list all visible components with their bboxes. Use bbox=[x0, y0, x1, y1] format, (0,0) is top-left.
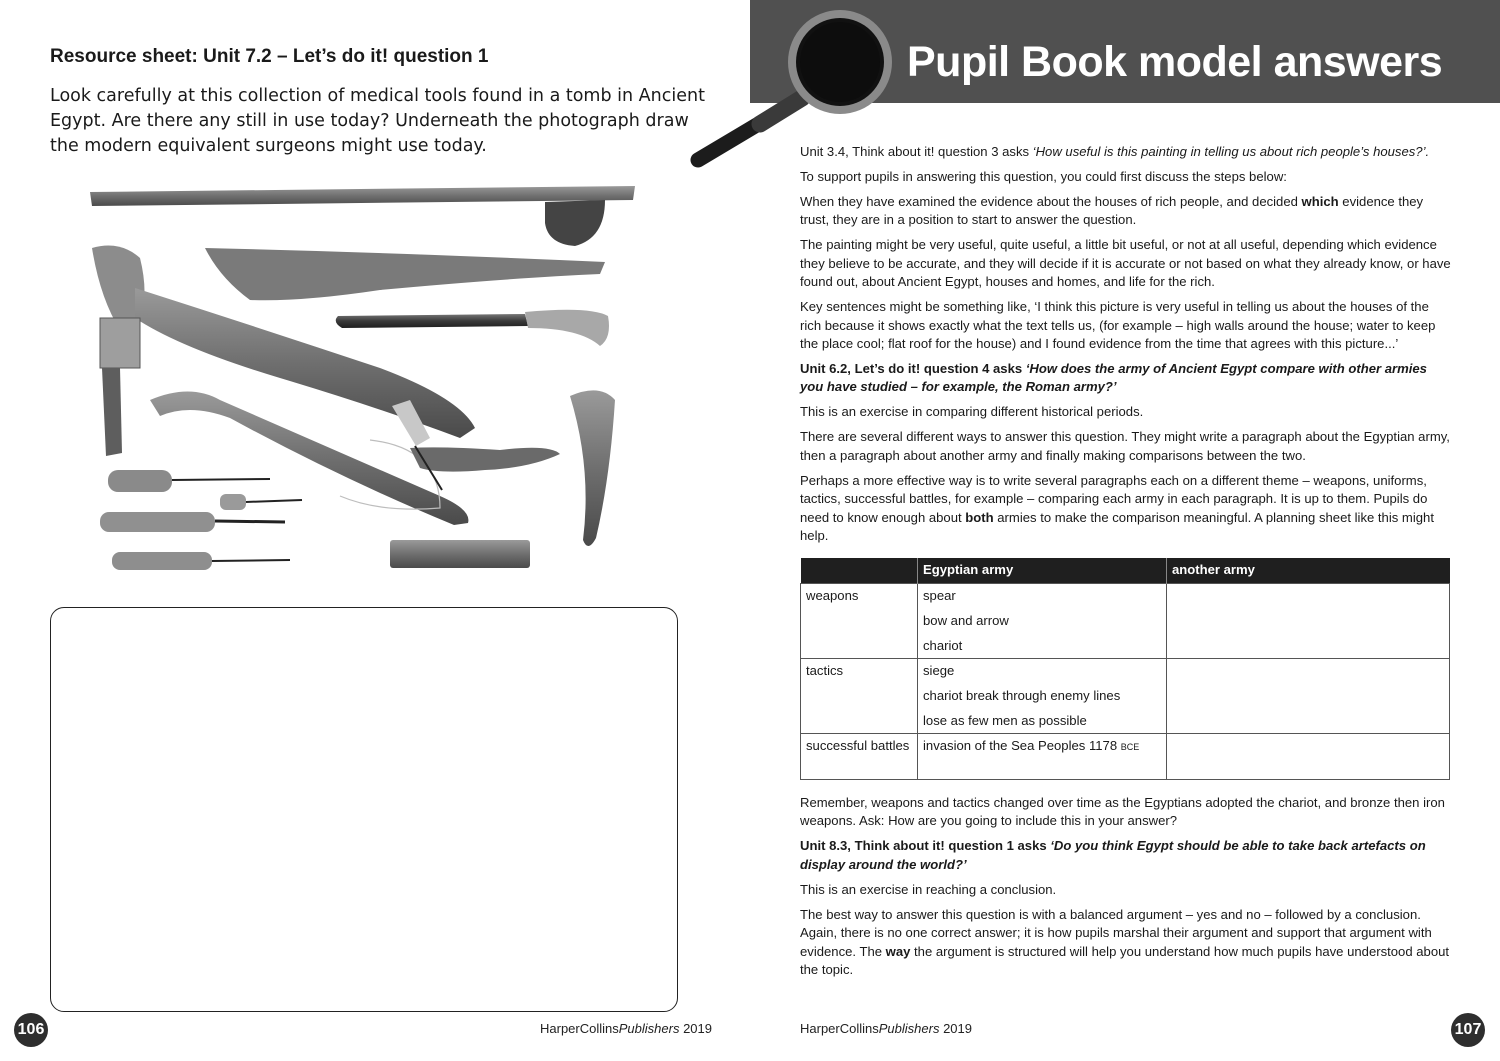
row-item: spear bbox=[923, 587, 956, 603]
paragraph-best-way bbox=[800, 906, 1452, 980]
p1-text: Unit 3.4, Think about it! question 3 asks bbox=[800, 144, 1033, 159]
row-another-army-cell[interactable] bbox=[1167, 583, 1450, 658]
paragraph-support: To support pupils in answering this question, you could first discuss the steps below: bbox=[800, 169, 1287, 184]
tool-awl-2-point bbox=[246, 500, 302, 502]
paragraph-examined bbox=[800, 193, 1452, 230]
table-header-egyptian-army: Egyptian army bbox=[918, 558, 1167, 583]
paragraph-exercise-comparing: This is an exercise in comparing different historical periods. bbox=[800, 404, 1144, 420]
resource-sheet-instructions: Look carefully at this collection of medical tools found in a tomb in Ancient Egypt. Are there any still in use today? Underneath the photograph draw the modern equivalent surgeons might use today. bbox=[50, 86, 705, 156]
p3-a: When they have examined the evidence about the houses of rich people, and decided bbox=[800, 194, 1302, 209]
row-item: siege bbox=[923, 662, 955, 678]
tool-awl-1-handle bbox=[108, 470, 172, 492]
right-page bbox=[750, 0, 1500, 1061]
footer-publisher-italic: Publishers bbox=[618, 1021, 680, 1036]
tool-rod-blade bbox=[545, 200, 605, 246]
table-header-row bbox=[801, 558, 1450, 583]
tool-awl-4-handle bbox=[112, 552, 212, 570]
p8-bold: both bbox=[965, 509, 994, 525]
row-item: lose as few men as possible bbox=[923, 712, 1087, 728]
resource-sheet-title: Resource sheet: Unit 7.2 – Let’s do it! question 1 bbox=[50, 46, 489, 67]
row-another-army-cell[interactable] bbox=[1167, 658, 1450, 733]
row-items bbox=[918, 583, 1167, 658]
row-items bbox=[918, 658, 1167, 733]
tool-awl-2-handle bbox=[220, 494, 246, 510]
medical-tools-photograph bbox=[80, 178, 650, 578]
tool-awl-4-point bbox=[212, 560, 290, 561]
row-item bbox=[923, 737, 1161, 756]
row-item-text: invasion of the Sea Peoples 1178 bbox=[923, 737, 1118, 753]
paragraph-key-sentences: Key sentences might be something like, ‘I think this picture is very useful in telling us about the houses of the rich because it shows exactly what the text tells us, (for example – high walls around the house; water to keep the place cool; flat roof for the house) and I found evidence from the time that agrees with this picture...’ bbox=[800, 299, 1436, 352]
table-row bbox=[801, 583, 1450, 658]
p1-quote: ‘How useful is this painting in telling us about rich people’s houses?’. bbox=[1032, 144, 1430, 159]
tool-knife-blade bbox=[336, 314, 528, 328]
tool-block bbox=[390, 540, 530, 568]
banner-title: Pupil Book model answers bbox=[907, 38, 1443, 86]
tool-saw-blade bbox=[205, 248, 605, 300]
p3-bold: which bbox=[1301, 194, 1339, 209]
row-item: chariot break through enemy lines bbox=[923, 687, 1121, 703]
table-row bbox=[801, 733, 1450, 779]
footer-left bbox=[540, 1021, 712, 1036]
row-label: weapons bbox=[801, 583, 918, 658]
row-item-era: BCE bbox=[1120, 741, 1140, 752]
p3-c: evidence they trust, they are in a position to start to answer the question. bbox=[800, 194, 1424, 228]
paragraph-remember: Remember, weapons and tactics changed over time as the Egyptians adopted the chariot, and bronze then iron weapons. Ask: How are you going to include this in your answer? bbox=[800, 794, 1445, 829]
footer-year: 2019 bbox=[683, 1021, 712, 1036]
footer-publisher: HarperCollins bbox=[800, 1021, 879, 1036]
row-item: chariot bbox=[923, 637, 963, 653]
tool-knife-handle bbox=[525, 310, 609, 346]
row-label: tactics bbox=[801, 658, 918, 733]
h2-text: Unit 8.3, Think about it! question 1 asks bbox=[800, 838, 1051, 854]
p11-a: The best way to answer this question is with a balanced argument – yes and no – followed by a conclusion. Again, there is no one correct answer; it is how pupils marshal their argument and support that argument with evidence. The bbox=[800, 906, 1432, 959]
paragraph-painting-useful: The painting might be very useful, quite useful, a little bit useful, or not at all useful, depending which evidence they believe to be accurate, and they will decide if it is accurate or not based on what they already know, or have found out, about Ancient Egypt, houses and homes, and life for the rich. bbox=[800, 237, 1451, 290]
tool-adze-binding bbox=[100, 318, 140, 368]
paragraph-unit-3-4 bbox=[800, 143, 1452, 161]
paragraph-conclusion-exercise: This is an exercise in reaching a conclusion. bbox=[800, 881, 1057, 897]
p11-c: the argument is structured will help you understand how much pupils have understood about the topic. bbox=[800, 943, 1450, 977]
h1-quote: ‘How does the army of Ancient Egypt compare with other armies you have studied – for example, the Roman army?’ bbox=[800, 361, 1427, 395]
p11-bold: way bbox=[885, 943, 911, 959]
heading-unit-6-2 bbox=[800, 360, 1452, 397]
table-header-another-army: another army bbox=[1167, 558, 1450, 583]
row-label: successful battles bbox=[801, 733, 918, 779]
tool-adze-shaft bbox=[102, 368, 122, 456]
row-items bbox=[918, 733, 1167, 779]
table-row bbox=[801, 658, 1450, 733]
p8-c: armies to make the comparison meaningful. A planning sheet like this might help. bbox=[800, 509, 1434, 544]
page-number-right: 107 bbox=[1451, 1013, 1485, 1047]
tool-adze-handle bbox=[135, 288, 475, 438]
paragraph-effective-way bbox=[800, 472, 1452, 546]
tool-hooked-blade bbox=[410, 447, 560, 471]
h2-quote: ‘Do you think Egypt should be able to take back artefacts on display around the world?’ bbox=[800, 838, 1426, 872]
tool-awl-3-handle bbox=[100, 512, 215, 532]
table-header-empty bbox=[801, 558, 918, 583]
footer-right bbox=[800, 1021, 972, 1036]
page-number-left: 106 bbox=[14, 1013, 48, 1047]
planning-sheet-table bbox=[800, 558, 1450, 779]
p8-a: Perhaps a more effective way is to write several paragraphs each on a different theme – weapons, uniforms, tactics, successful battles, for example – comparing each army in each paragraph. It is up to them. Pupils do need to know enough about bbox=[800, 472, 1428, 525]
h1-text: Unit 6.2, Let’s do it! question 4 asks bbox=[800, 361, 1026, 377]
footer-publisher: HarperCollins bbox=[540, 1021, 619, 1036]
tool-awl-3-point bbox=[215, 521, 285, 522]
footer-publisher-italic: Publishers bbox=[878, 1021, 940, 1036]
row-another-army-cell[interactable] bbox=[1167, 733, 1450, 779]
tool-horn bbox=[570, 390, 615, 546]
row-item: bow and arrow bbox=[923, 612, 1009, 628]
drawing-box[interactable] bbox=[50, 607, 678, 1012]
paragraph-several-ways: There are several different ways to answer this question. They might write a paragraph about the Egyptian army, then a paragraph about another army and finally making comparisons between the two. bbox=[800, 429, 1450, 463]
heading-unit-8-3 bbox=[800, 837, 1452, 874]
footer-year: 2019 bbox=[943, 1021, 972, 1036]
model-answers-content bbox=[800, 143, 1452, 986]
tool-awl-1-point bbox=[172, 479, 270, 480]
